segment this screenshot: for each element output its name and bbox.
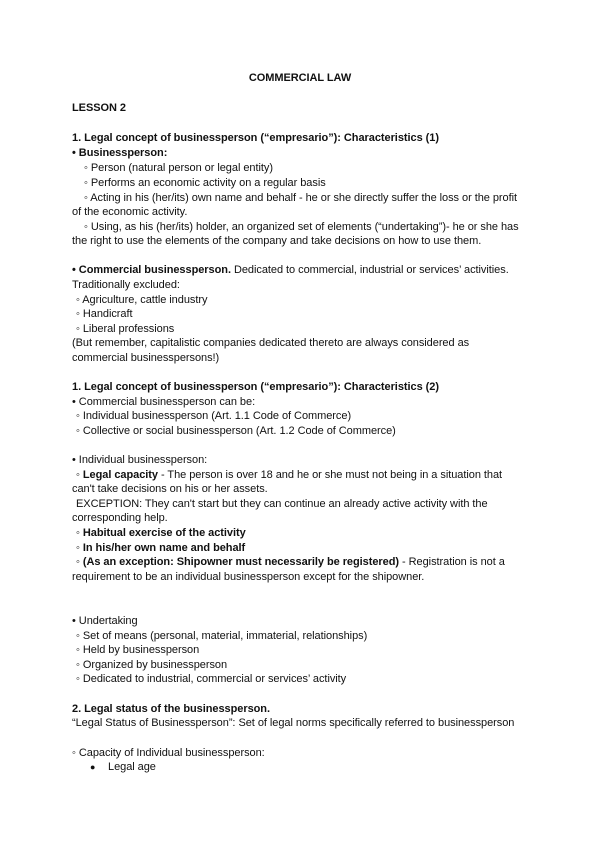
shipowner-label: ◦ (As an exception: Shipowner must necessarily be registered) [76, 556, 400, 568]
exception-note: EXCEPTION: They can't start but they can continue an already active activity with the [76, 498, 488, 510]
section-heading-2: 1. Legal concept of businessperson (“empresario”): Characteristics (2) [72, 381, 439, 393]
section-heading-1: 1. Legal concept of businessperson (“empresario”): Characteristics (1) [72, 132, 439, 144]
undertaking-intro: • Undertaking [72, 615, 138, 627]
commercial-types-intro: • Commercial businessperson can be: [72, 396, 256, 408]
individual-intro: • Individual businessperson: [72, 454, 208, 466]
list-item: ◦ Liberal professions [76, 323, 175, 335]
list-item: ◦ Using, as his (her/its) holder, an organized set of elements (“undertaking”)- he or she has [84, 221, 519, 233]
list-item: ◦ Organized by businessperson [76, 659, 228, 671]
capacity-intro: ◦ Capacity of Individual businessperson: [72, 747, 265, 759]
commercial-businessperson-label: • Commercial businessperson. [72, 264, 231, 276]
list-item: ◦ Habitual exercise of the activity [76, 527, 246, 539]
legal-status-definition: “Legal Status of Businessperson”: Set of legal norms specifically referred to businessperson [72, 717, 515, 729]
shipowner-text: - Registration is not a [399, 556, 505, 568]
exception-note-continuation: corresponding help. [72, 512, 168, 524]
document-title: COMMERCIAL LAW [248, 72, 352, 84]
remember-note-continuation: commercial businesspersons!) [72, 352, 220, 364]
commercial-businessperson-paragraph [72, 263, 509, 277]
remember-note: (But remember, capitalistic companies dedicated thereto are always considered as [72, 337, 470, 349]
list-item: ◦ Performs an economic activity on a regular basis [84, 177, 326, 189]
list-item-continuation: of the economic activity. [72, 206, 188, 218]
shipowner-item [76, 555, 505, 569]
list-item: ◦ In his/her own name and behalf [76, 542, 246, 554]
list-item: ◦ Dedicated to industrial, commercial or services’ activity [76, 673, 347, 685]
list-item: ◦ Person (natural person or legal entity) [84, 162, 273, 174]
list-item: ◦ Handicraft [76, 308, 133, 320]
lesson-label: LESSON 2 [72, 102, 127, 114]
list-item: ◦ Collective or social businessperson (Art. 1.2 Code of Commerce) [76, 425, 396, 437]
legal-capacity-label: ◦ Legal capacity [76, 469, 158, 481]
list-item: ◦ Held by businessperson [76, 644, 200, 656]
list-item: ◦ Set of means (personal, material, immaterial, relationships) [76, 630, 368, 642]
list-item: ◦ Individual businessperson (Art. 1.1 Code of Commerce) [76, 410, 352, 422]
list-item: ◦ Acting in his (her/its) own name and behalf - he or she directly suffer the loss or the profit [84, 192, 518, 204]
list-item: ◦ Agriculture, cattle industry [76, 294, 208, 306]
excluded-intro: Traditionally excluded: [72, 279, 180, 291]
businessperson-label: • Businessperson: [72, 147, 168, 159]
commercial-businessperson-text: Dedicated to commercial, industrial or services’ activities. [230, 264, 509, 276]
legal-capacity-text: - The person is over 18 and he or she must not being in a situation that [157, 469, 503, 481]
list-item: Legal age [108, 761, 156, 773]
bullet-icon: ● [90, 762, 96, 772]
list-item-continuation: the right to use the elements of the company and take decisions on how to use them. [72, 235, 482, 247]
list-item-continuation: requirement to be an individual businessperson except for the shipowner. [72, 571, 425, 583]
list-item-continuation: can't take decisions on his or her assets. [72, 483, 268, 495]
legal-capacity-item [76, 468, 502, 482]
section-heading-3: 2. Legal status of the businessperson. [72, 703, 270, 715]
